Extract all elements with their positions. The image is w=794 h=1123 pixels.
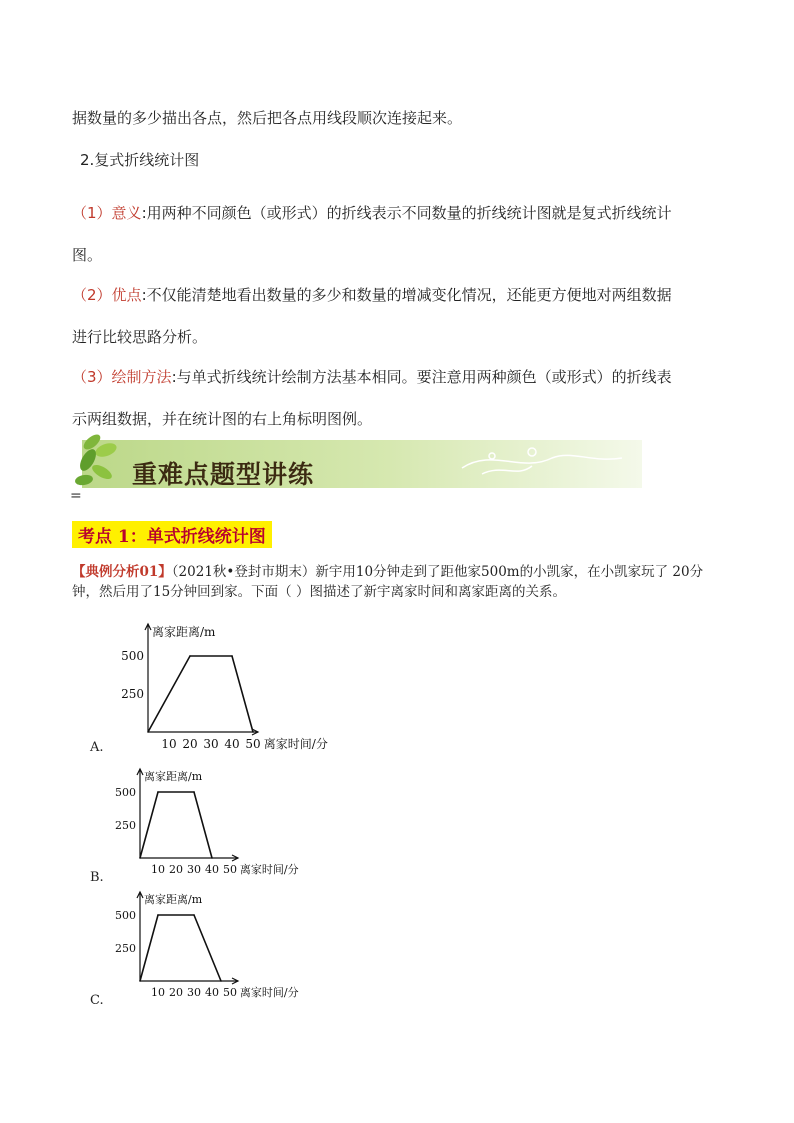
banner-title: 重难点题型讲练 bbox=[132, 460, 315, 489]
y-axis-label: 离家距离/m bbox=[152, 625, 216, 639]
x-axis-label: 离家时间/分 bbox=[239, 986, 299, 999]
item-text-cont: 图。 bbox=[72, 246, 103, 264]
example-text: （2021秋•登封市期末）新宇用10分钟走到了距他家500m的小凯家，在小凯家玩了 20分 bbox=[171, 564, 704, 580]
y-tick-label: 500 bbox=[121, 649, 144, 664]
continued-text bbox=[72, 108, 732, 128]
data-point bbox=[193, 791, 195, 793]
item-text-cont: 进行比较思路分析。 bbox=[72, 328, 208, 346]
section-heading bbox=[80, 150, 740, 170]
equals-mark: = bbox=[70, 488, 82, 504]
data-point bbox=[157, 791, 159, 793]
data-point bbox=[147, 731, 149, 733]
y-tick-label: 250 bbox=[115, 941, 136, 955]
x-tick-label: 10 bbox=[161, 737, 177, 750]
data-point bbox=[157, 914, 159, 916]
x-tick-label: 40 bbox=[205, 986, 219, 999]
x-tick-label: 40 bbox=[205, 863, 219, 876]
y-tick-label: 250 bbox=[115, 818, 136, 832]
series-line bbox=[140, 792, 212, 858]
example-text-cont: 钟，然后用了15分钟回到家。下面（ ）图描述了新宇离家时间和离家距离的关系。 bbox=[72, 584, 566, 600]
example-tag: 【典例分析01】 bbox=[72, 564, 172, 580]
x-axis-label: 离家时间/分 bbox=[263, 737, 328, 750]
advantage-paragraph bbox=[72, 274, 732, 358]
example-problem bbox=[72, 562, 732, 602]
option-a-label[interactable]: A. bbox=[90, 740, 104, 755]
item-text: :与单式折线统计绘制方法基本相同。要注意用两种颜色（或形式）的折线表 bbox=[171, 368, 672, 386]
option-b-chart bbox=[110, 765, 320, 880]
data-point bbox=[139, 857, 141, 859]
y-tick-label: 250 bbox=[121, 687, 144, 702]
item-keyword: 意义 bbox=[111, 204, 142, 222]
item-number: （1） bbox=[72, 204, 112, 222]
topic-label: 考点 1：单式折线统计图 bbox=[72, 521, 272, 548]
text-line: 据数量的多少描出各点，然后把各点用线段顺次连接起来。 bbox=[72, 109, 463, 127]
x-tick-label: 10 bbox=[151, 986, 165, 999]
x-tick-label: 30 bbox=[187, 986, 201, 999]
x-tick-label: 20 bbox=[169, 863, 183, 876]
data-point bbox=[139, 980, 141, 982]
heading-text: 2.复式折线统计图 bbox=[80, 151, 200, 169]
series-line bbox=[140, 915, 221, 981]
x-tick-label: 30 bbox=[203, 737, 219, 750]
y-axis-label: 离家距离/m bbox=[144, 893, 203, 906]
item-text-cont: 示两组数据，并在统计图的右上角标明图例。 bbox=[72, 410, 373, 428]
x-tick-label: 20 bbox=[169, 986, 183, 999]
data-point bbox=[252, 731, 254, 733]
y-tick-label: 500 bbox=[115, 785, 136, 799]
item-number: （3） bbox=[72, 368, 112, 386]
x-tick-label: 50 bbox=[223, 863, 237, 876]
y-axis-label: 离家距离/m bbox=[144, 770, 203, 783]
item-text: :用两种不同颜色（或形式）的折线表示不同数量的折线统计图就是复式折线统计 bbox=[141, 204, 672, 222]
x-tick-label: 50 bbox=[245, 737, 261, 750]
x-tick-label: 50 bbox=[223, 986, 237, 999]
x-axis-label: 离家时间/分 bbox=[239, 863, 299, 876]
option-a-chart bbox=[110, 620, 350, 750]
option-c-label[interactable]: C. bbox=[90, 993, 104, 1008]
item-text: :不仅能清楚地看出数量的多少和数量的增减变化情况，还能更方便地对两组数据 bbox=[141, 286, 672, 304]
data-point bbox=[193, 914, 195, 916]
x-tick-label: 20 bbox=[182, 737, 198, 750]
x-tick-label: 30 bbox=[187, 863, 201, 876]
item-keyword: 优点 bbox=[111, 286, 142, 304]
data-point bbox=[220, 980, 222, 982]
x-tick-label: 10 bbox=[151, 863, 165, 876]
item-keyword: 绘制方法 bbox=[111, 368, 172, 386]
definition-paragraph bbox=[72, 192, 732, 276]
option-b-label[interactable]: B. bbox=[90, 870, 104, 885]
option-c-chart bbox=[110, 888, 320, 1003]
data-point bbox=[189, 655, 191, 657]
data-point bbox=[231, 655, 233, 657]
item-number: （2） bbox=[72, 286, 112, 304]
series-line bbox=[148, 656, 253, 732]
x-tick-label: 40 bbox=[224, 737, 240, 750]
data-point bbox=[211, 857, 213, 859]
y-tick-label: 500 bbox=[115, 908, 136, 922]
